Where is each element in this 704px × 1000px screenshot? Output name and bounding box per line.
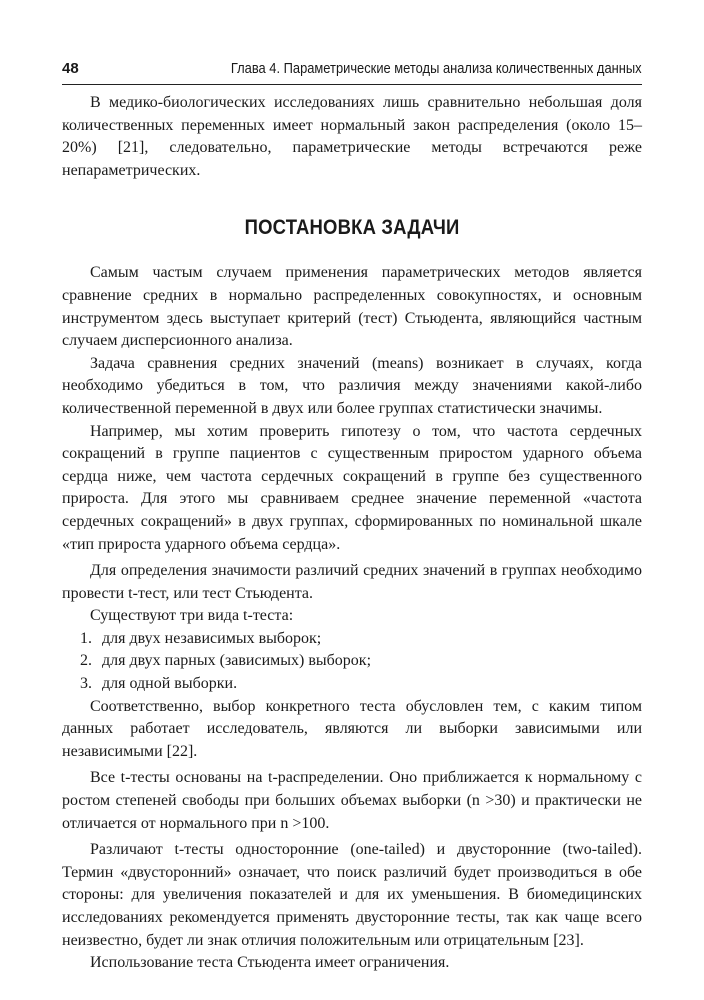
list-item-number: 3.: [80, 675, 92, 693]
list-item-text: для одной выборки.: [102, 675, 238, 693]
section-heading-text: ПОСТАНОВКА ЗАДАЧИ: [244, 216, 460, 240]
list-item: [62, 673, 642, 696]
paragraph: Различают t-тесты односторонние (one-tailed) и двусторонние (two-tailed). Термин «двусторонний» означает, что поиск различий будет производиться в обе стороны: для увеличения показателей и для их уменьшения. В биомедицинских исследованиях рекомендуется применять двусторонние тесты, так как чаще всего неизвестно, будет ли знак отличия положительным или отрицательным [23].: [62, 841, 642, 949]
paragraph: Задача сравнения средних значений (means) возникает в случаях, когда необходимо убедиться в том, что различия между значениями какой-либо количественной переменной в двух или более группах статистически значимы.: [62, 354, 642, 417]
ttest-types-list: [62, 628, 642, 696]
page-number: 48: [62, 60, 79, 77]
paragraph: Соответственно, выбор конкретного теста обусловлен тем, с каким типом данных работает исследователь, являются ли выборки зависимыми или независимыми [22].: [62, 697, 642, 760]
list-item-number: 1.: [80, 629, 92, 647]
list-item-text: для двух парных (зависимых) выборок;: [102, 652, 372, 670]
paragraph: Все t-тесты основаны на t-распределении. Оно приближается к нормальному с ростом степеней свободы при больших объемах выборки (n >30) и практически не отличается от нормального при n >100.: [62, 769, 642, 832]
paragraph: Использование теста Стьюдента имеет ограничения.: [90, 954, 450, 972]
chapter-title: Глава 4. Параметрические методы анализа количественных данных: [231, 60, 642, 77]
list-item-text: для двух независимых выборок;: [102, 629, 322, 647]
paragraph: Существуют три вида t-теста:: [90, 607, 294, 625]
list-item: [62, 628, 642, 651]
intro-paragraph: В медико-биологических исследованиях лишь сравнительно небольшая доля количественных переменных имеет нормальный закон распределения (около 15–20%) [21], следовательно, параметрические методы встречаются реже непараметрических.: [62, 94, 642, 179]
paragraph: Для определения значимости различий средних значений в группах необходимо провести t-тест, или тест Стьюдента.: [62, 562, 642, 602]
paragraph: Самым частым случаем применения параметрических методов является сравнение средних в нормально распределенных совокупностях, и основным инструментом здесь выступает критерий (тест) Стьюдента, являющийся частным случаем дисперсионного анализа.: [62, 264, 642, 350]
page-body: [62, 92, 642, 975]
section-heading: [62, 213, 642, 243]
running-header: [62, 58, 642, 85]
list-item: [62, 650, 642, 673]
paragraph: Например, мы хотим проверить гипотезу о том, что частота сердечных сокращений в группе пациентов с существенным приростом ударного объема сердца ниже, чем частота сердечных сокращений в группе без существенного прироста. Для этого мы сравниваем среднее значение переменной «частота сердечных сокращений» в двух группах, сформированных по номинальной шкале «тип прироста ударного объема сердца».: [62, 422, 642, 553]
list-item-number: 2.: [80, 652, 92, 670]
